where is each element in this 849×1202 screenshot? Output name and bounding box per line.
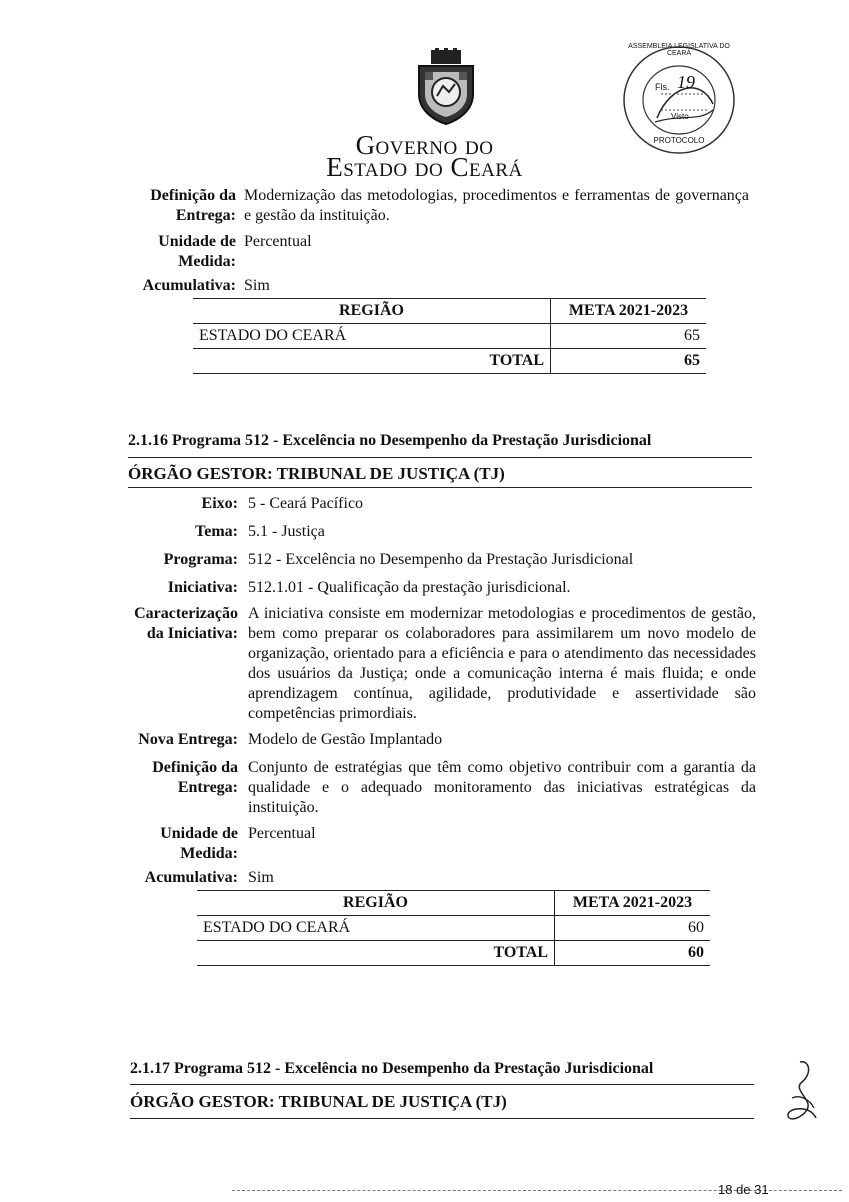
header-line1: Governo do	[355, 130, 494, 160]
stamp-fls-value: 19	[677, 72, 695, 92]
protocol-stamp	[621, 44, 737, 156]
nova-entrega-label: Nova Entrega:	[138, 731, 238, 748]
block1-definicao-value: Modernização das metodologias, procedimentos e ferramentas de governança e gestão da instituição.	[244, 187, 749, 224]
region-value-cell: 65	[551, 324, 707, 349]
section-216-orgao: ÓRGÃO GESTOR: TRIBUNAL DE JUSTIÇA (TJ)	[128, 464, 505, 483]
page-number: 18 de 31	[718, 1182, 769, 1197]
table-row	[193, 324, 706, 349]
total-value-cell: 60	[555, 941, 711, 966]
unidade-value: Percentual	[248, 825, 316, 842]
section-217-rule-top	[130, 1084, 754, 1085]
unidade-label: Unidade de Medida:	[160, 825, 238, 862]
eixo-value: 5 - Ceará Pacífico	[248, 495, 364, 512]
block1-acumulativa-label: Acumulativa:	[142, 277, 236, 294]
tema-label: Tema:	[195, 523, 238, 540]
definicao-value: Conjunto de estratégias que têm como objetivo contribuir com a garantia da qualidade e o adequado monitoramento das iniciativas estratégicas da instituição.	[248, 759, 756, 816]
block1-acumulativa-value: Sim	[244, 277, 270, 294]
region-cell: ESTADO DO CEARÁ	[197, 916, 555, 941]
section216-meta-table	[197, 890, 710, 966]
block1-unidade-value: Percentual	[244, 233, 312, 250]
caracterizacao-label: Caracterização da Iniciativa:	[134, 605, 238, 642]
block1-meta-table	[193, 298, 706, 374]
stamp-ring-bottom: PROTOCOLO	[653, 136, 705, 145]
section-216-rule-bottom	[128, 487, 752, 488]
table-row	[197, 916, 710, 941]
section-216-rule-top	[128, 457, 752, 458]
total-label-cell: TOTAL	[193, 349, 551, 374]
col-regiao-header: REGIÃO	[197, 891, 555, 916]
table-total-row	[193, 349, 706, 374]
programa-value: 512 - Excelência no Desempenho da Prestação Jurisdicional	[248, 551, 634, 568]
acumulativa-value: Sim	[248, 869, 274, 886]
caracterizacao-value: A iniciativa consiste em modernizar metodologias e procedimentos de gestão, bem como preparar os colaboradores para assimilarem um novo modelo de organização, orientado para a eficiência e para o atendimento das necessidades dos usuários da Justiça; onde a comunicação interna é mais fluida; e onde aprendizagem contínua, agilidade, produtividade e assertividade são competências primordiais.	[248, 605, 756, 722]
nova-entrega-value: Modelo de Gestão Implantado	[248, 731, 443, 748]
acumulativa-label: Acumulativa:	[144, 869, 238, 886]
handwritten-initials-icon	[780, 1058, 824, 1130]
eixo-label: Eixo:	[201, 495, 238, 512]
header-line2: Estado do Ceará	[326, 152, 523, 182]
col-meta-header: META 2021-2023	[555, 891, 711, 916]
total-label-cell: TOTAL	[197, 941, 555, 966]
section-216-title: 2.1.16 Programa 512 - Excelência no Desempenho da Prestação Jurisdicional	[128, 432, 652, 449]
block1-unidade-label: Unidade de Medida:	[158, 233, 236, 270]
table-header-row	[193, 299, 706, 324]
total-value-cell: 65	[551, 349, 707, 374]
section-217-orgao: ÓRGÃO GESTOR: TRIBUNAL DE JUSTIÇA (TJ)	[130, 1092, 507, 1111]
definicao-label: Definição da Entrega:	[152, 759, 238, 796]
region-value-cell: 60	[555, 916, 711, 941]
tema-value: 5.1 - Justiça	[248, 523, 325, 540]
programa-label: Programa:	[163, 551, 238, 568]
iniciativa-label: Iniciativa:	[167, 579, 238, 596]
col-regiao-header: REGIÃO	[193, 299, 551, 324]
stamp-fls-label: Fls.	[655, 82, 670, 92]
iniciativa-value: 512.1.01 - Qualificação da prestação jurisdicional.	[248, 579, 571, 596]
col-meta-header: META 2021-2023	[551, 299, 707, 324]
region-cell: ESTADO DO CEARÁ	[193, 324, 551, 349]
block1-definicao-label: Definição da Entrega:	[150, 187, 236, 224]
state-coat-of-arms-icon	[413, 48, 479, 126]
stamp-visto-label: Visto	[671, 112, 689, 121]
table-header-row	[197, 891, 710, 916]
table-total-row	[197, 941, 710, 966]
section-217-title: 2.1.17 Programa 512 - Excelência no Desempenho da Prestação Jurisdicional	[130, 1060, 654, 1077]
stamp-ring-top: ASSEMBLEIA LEGISLATIVA DO CEARÁ	[628, 43, 730, 57]
section-217-rule-bottom	[130, 1118, 754, 1119]
